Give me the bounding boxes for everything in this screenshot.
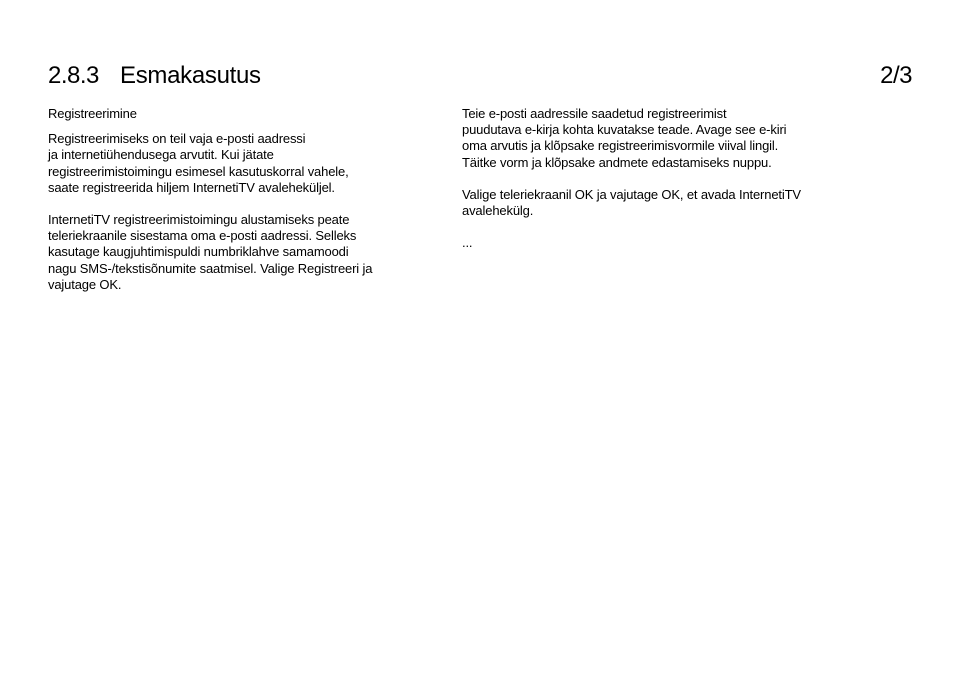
- paragraph-registration-intro: Registreerimiseks on teil vaja e-posti aadressi ja internetiühendusega arvutit. Kui jätate registreerimistoimingu esimesel kasutuskorral vahele, saate registreerida hiljem InternetiTV avaleheküljel.: [48, 131, 349, 195]
- continuation-marker: ...: [462, 235, 473, 251]
- paragraph-email-notice: Teie e-posti aadressile saadetud registreerimist puudutava e-kirja kohta kuvatakse teade. Avage see e-kiri oma arvutis ja klõpsake registreerimisvormile viival lingil. Täitke vorm ja klõpsake andmete edastamiseks nuppu.: [462, 106, 787, 170]
- paragraph-open-homepage: Valige teleriekraanil OK ja vajutage OK, et avada InternetiTV avalehekülg.: [462, 186, 801, 219]
- paragraph-registration-steps: InternetiTV registreerimistoimingu alustamiseks peate teleriekraanile sisestama oma e-posti aadressi. Selleks kasutage kaugjuhtimispuldi numbriklahve samamoodi nagu SMS-/tekstisõnumite saatmisel. Valige Registreeri ja vajutage OK.: [48, 212, 373, 292]
- right-column: [462, 106, 857, 267]
- page-indicator: 2/3: [880, 62, 912, 89]
- left-column: [48, 106, 433, 309]
- subheading: Registreerimine: [48, 106, 137, 121]
- page-header: [48, 58, 912, 94]
- page-title: Esmakasutus: [120, 62, 261, 89]
- section-number: 2.8.3: [48, 62, 99, 89]
